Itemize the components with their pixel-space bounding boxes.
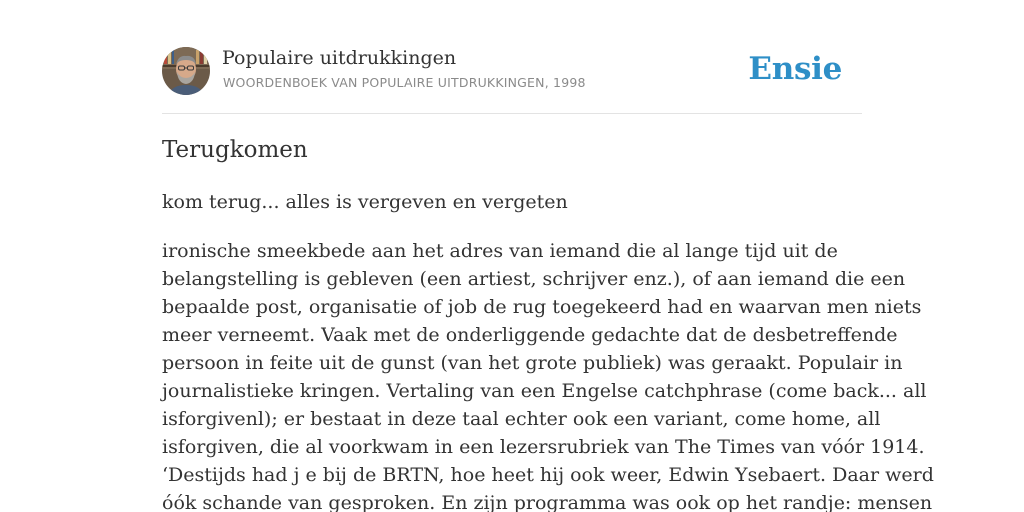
definition-line: journalistieke kringen. Vertaling van een Engelse catchphrase (come back... all [162, 380, 927, 402]
definition-line: ironische smeekbede aan het adres van iemand die al lange tijd uit de [162, 240, 838, 262]
ensie-logo[interactable]: Ensie [748, 51, 842, 87]
entry-definition [162, 237, 934, 512]
entry-phrase: kom terug... alles is vergeven en vergeten [162, 191, 568, 213]
definition-line: isforgiven, die al voorkwam in een lezersrubriek van The Times van vóór 1914. [162, 436, 925, 458]
definition-line: ‘Destijds had j e bij de BRTN, hoe heet hij ook weer, Edwin Ysebaert. Daar werd [162, 464, 934, 486]
header-divider [162, 113, 862, 114]
source-header [162, 46, 862, 96]
definition-line: belangstelling is gebleven (een artiest, schrijver enz.), of aan iemand die een [162, 268, 906, 290]
source-subtitle: WOORDENBOEK VAN POPULAIRE UITDRUKKINGEN, 1998 [223, 75, 586, 90]
author-portrait-icon [162, 47, 210, 95]
definition-line: bepaalde post, organisatie of job de rug toegekeerd had en waarvan men niets [162, 296, 922, 318]
definition-line: isforgivenl); er bestaat in deze taal echter ook een variant, come home, all [162, 408, 881, 430]
source-title[interactable]: Populaire uitdrukkingen [222, 47, 457, 69]
author-avatar[interactable] [162, 47, 210, 95]
definition-line: óók schande van gesproken. En zijn programma was ook op het randje: mensen [162, 492, 933, 512]
entry-title: Terugkomen [162, 137, 308, 163]
definition-line: persoon in feite uit de gunst (van het grote publiek) was geraakt. Populair in [162, 352, 903, 374]
definition-line: meer verneemt. Vaak met de onderliggende gedachte dat de desbetreffende [162, 324, 898, 346]
